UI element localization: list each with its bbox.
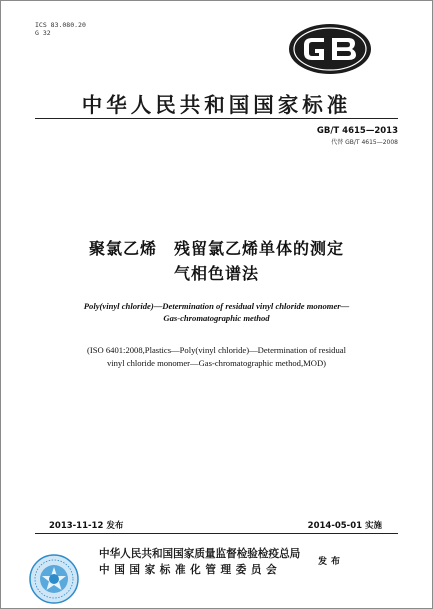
issuing-authorities <box>99 546 300 578</box>
iso-reference <box>21 344 412 370</box>
chinese-title-line-2: 气相色谱法 <box>173 264 259 283</box>
org-title: 中华人民共和国国家标准 <box>81 93 352 117</box>
standard-number: GB/T 4615—2013 <box>316 126 398 136</box>
english-title-line-2: Gas-chromatographic method <box>163 313 270 323</box>
chinese-title <box>1 236 432 286</box>
implementation-date: 2014-05-01 实施 <box>307 521 382 531</box>
issue-date: 2013-11-12 发布 <box>49 521 124 531</box>
ccs-code: G 32 <box>35 29 51 37</box>
classification-codes <box>35 21 86 37</box>
chinese-title-line-1: 聚氯乙烯 残留氯乙烯单体的测定 <box>88 239 344 258</box>
publish-label: 发布 <box>318 557 345 567</box>
issuer-sac: 中国国家标准化管理委员会 <box>99 564 282 576</box>
english-title-line-1: Poly(vinyl chloride)—Determination of residual vinyl chloride monomer— <box>83 301 350 311</box>
iso-reference-line-2: vinyl chloride monomer—Gas-chromatographic method,MOD) <box>106 358 327 368</box>
gb-logo-icon <box>288 23 372 75</box>
anti-counterfeit-seal-icon <box>29 554 79 604</box>
footer-divider <box>35 533 398 534</box>
replaces-standard: 代替 GB/T 4615—2008 <box>331 139 398 146</box>
english-title <box>21 300 412 324</box>
header-divider <box>35 118 398 119</box>
ics-code: ICS 83.080.20 <box>35 21 86 29</box>
iso-reference-line-1: (ISO 6401:2008,Plastics—Poly(vinyl chloride)—Determination of residual <box>87 345 346 355</box>
issuer-aqsiq: 中华人民共和国国家质量监督检验检疫总局 <box>99 548 301 560</box>
